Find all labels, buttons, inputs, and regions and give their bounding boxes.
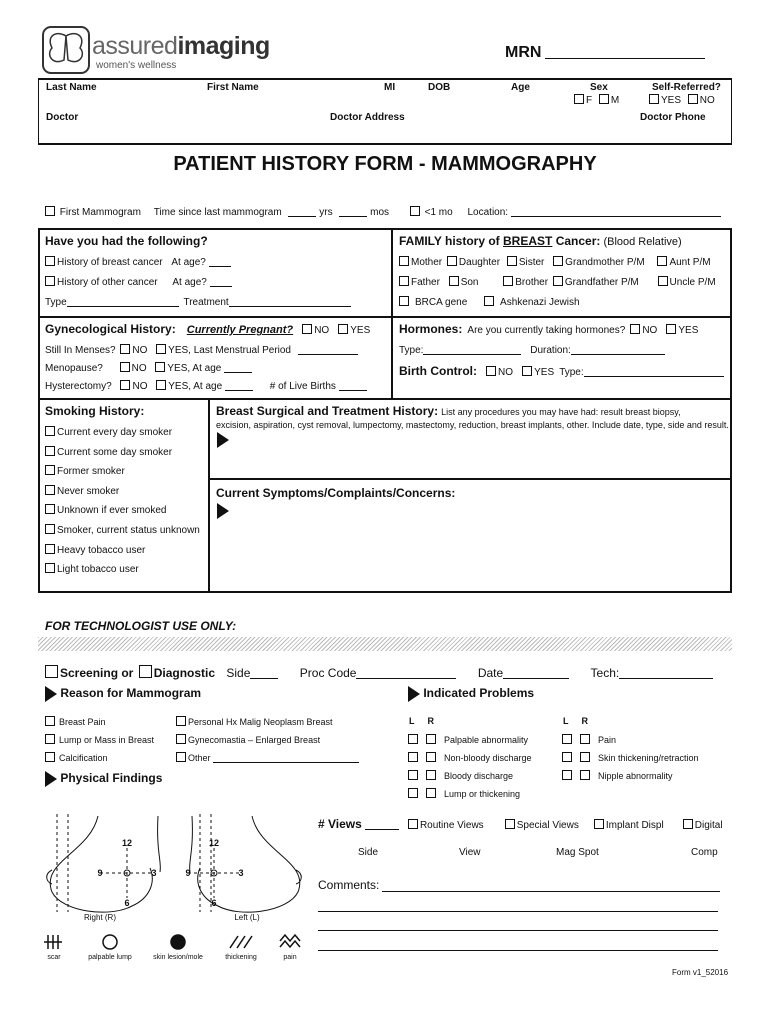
special-views-label: Special Views <box>516 820 579 831</box>
hysterectomy-no-label: NO <box>132 381 148 392</box>
symptoms-arrow-icon <box>217 503 229 519</box>
family-mother-label: Mother <box>411 257 443 268</box>
implant-displ-label: Implant Displ <box>605 820 664 831</box>
personal-hx-checkbox[interactable] <box>176 716 186 726</box>
years-field[interactable] <box>288 206 316 217</box>
yrs-label: yrs <box>319 207 333 218</box>
family-aunt-label: Aunt P/M <box>669 257 711 268</box>
smoking-label: Never smoker <box>57 485 120 497</box>
date-field[interactable] <box>503 668 569 679</box>
problem-item <box>408 752 532 770</box>
first-mammogram-label: First Mammogram <box>59 207 141 218</box>
brca-gene-label: BRCA gene <box>415 297 468 308</box>
family-daughter-label: Daughter <box>458 257 501 268</box>
problem-item <box>562 752 699 770</box>
legend-pain: pain <box>283 954 297 961</box>
diagnostic-checkbox[interactable] <box>139 665 152 678</box>
problem-item <box>562 770 699 788</box>
self-yes-checkbox[interactable] <box>649 94 659 104</box>
breast-cancer-checkbox[interactable] <box>45 256 55 266</box>
logo-name-light: assured <box>92 32 178 60</box>
hormone-duration-label: Duration: <box>530 345 571 356</box>
view-view-label: View <box>459 847 481 858</box>
self-yes-label: YES <box>661 95 682 106</box>
diagnostic-label: Diagnostic <box>153 666 216 680</box>
tech-title: FOR TECHNOLOGIST USE ONLY: <box>45 619 237 633</box>
breast-diagram <box>40 812 310 924</box>
legend-scar: scar <box>47 954 61 961</box>
smoking-label: Heavy tobacco user <box>57 544 146 556</box>
family-son-label: Son <box>460 277 479 288</box>
ashkenazi-checkbox[interactable] <box>484 296 494 306</box>
problem-left-checkbox[interactable] <box>562 770 572 780</box>
reason-item <box>45 734 154 752</box>
problem-left-checkbox[interactable] <box>408 788 418 798</box>
problem-right-checkbox[interactable] <box>580 770 590 780</box>
family-father-label: Father <box>411 277 440 288</box>
clock-6-right: 6 <box>124 898 130 908</box>
views-count-field[interactable] <box>365 819 399 830</box>
smoking-item <box>45 563 200 583</box>
legend-lesion: skin lesion/mole <box>153 954 203 961</box>
family-grandmother-checkbox[interactable] <box>553 256 563 266</box>
months-field[interactable] <box>339 206 367 217</box>
sex-m-checkbox[interactable] <box>599 94 609 104</box>
tech-field[interactable] <box>619 668 713 679</box>
hormones-title: Hormones: <box>399 322 463 336</box>
screening-checkbox[interactable] <box>45 665 58 678</box>
sex-f-checkbox[interactable] <box>574 94 584 104</box>
reason-label: Lump or Mass in Breast <box>59 735 155 745</box>
dob-label: DOB <box>428 82 451 93</box>
family-grandmother-label: Grandmother P/M <box>565 257 645 268</box>
time-since-label: Time since last mammogram <box>153 207 282 218</box>
family-aunt-checkbox[interactable] <box>657 256 667 266</box>
at-age-label-1: At age? <box>171 257 206 268</box>
clock-3-right: 3 <box>151 868 157 878</box>
problem-right-checkbox[interactable] <box>426 752 436 762</box>
location-label: Location: <box>467 207 509 218</box>
physical-title: Physical Findings <box>60 771 163 786</box>
palpable-lump-icon <box>103 935 117 949</box>
family-sister-label: Sister <box>518 257 545 268</box>
problem-item <box>408 770 532 788</box>
menses-label: Still In Menses? <box>45 345 116 356</box>
proc-code-field[interactable] <box>356 668 456 679</box>
problem-label: Nipple abnormality <box>598 771 673 781</box>
less-than-1mo-label: <1 mo <box>424 207 453 218</box>
hormones-yes-checkbox[interactable] <box>666 324 676 334</box>
ashkenazi-label: Ashkenazi Jewish <box>500 297 580 308</box>
smoking-label: Current every day smoker <box>57 427 173 438</box>
problem-right-checkbox[interactable] <box>580 734 590 744</box>
digital-label: Digital <box>694 820 723 831</box>
personal-hx-label: Personal Hx Malig Neoplasm Breast <box>188 717 333 727</box>
symptoms-field[interactable] <box>232 503 722 583</box>
reason-checkbox[interactable] <box>45 752 55 762</box>
hysterectomy-yes-label: YES, At age <box>168 381 223 392</box>
family-son-checkbox[interactable] <box>449 276 459 286</box>
reason-item <box>45 716 154 734</box>
live-births-field[interactable] <box>339 380 367 391</box>
menopause-yes-label: YES, At age <box>167 363 222 374</box>
sex-m-label: M <box>610 95 620 106</box>
less-than-1mo-checkbox[interactable] <box>410 206 420 216</box>
family-grandfather-checkbox[interactable] <box>553 276 563 286</box>
smoking-item <box>45 485 200 505</box>
left-breast-label: Left (L) <box>234 913 260 922</box>
reason-title: Reason for Mammogram <box>60 686 202 701</box>
smoking-list <box>45 426 200 583</box>
hormones-yes-label: YES <box>678 325 699 336</box>
hysterectomy-no-checkbox[interactable] <box>120 380 130 390</box>
digital-checkbox[interactable] <box>683 819 693 829</box>
self-referred-label: Self-Referred? <box>652 82 721 93</box>
screening-label: Screening or <box>60 666 134 680</box>
doctor-phone-label: Doctor Phone <box>640 112 706 123</box>
age-label: Age <box>511 82 530 93</box>
logo-tagline: women's wellness <box>96 60 177 71</box>
brca-gene-checkbox[interactable] <box>399 296 409 306</box>
clock-3-left: 3 <box>238 868 244 878</box>
first-mammogram-checkbox[interactable] <box>45 206 55 216</box>
treatment-field[interactable] <box>229 296 351 307</box>
problem-left-checkbox[interactable] <box>562 734 572 744</box>
hysterectomy-yes-checkbox[interactable] <box>156 380 166 390</box>
problem-item <box>562 734 699 752</box>
problem-item <box>408 734 532 752</box>
menses-no-label: NO <box>132 345 148 356</box>
hysterectomy-label: Hysterectomy? <box>45 381 112 392</box>
problem-right-checkbox[interactable] <box>426 788 436 798</box>
family-grandfather-label: Grandfather P/M <box>564 277 639 288</box>
page-title: PATIENT HISTORY FORM - MAMMOGRAPHY <box>173 153 597 175</box>
clock-6-left: 6 <box>211 898 217 908</box>
family-sister-checkbox[interactable] <box>507 256 517 266</box>
menopause-no-label: NO <box>131 363 147 374</box>
hysterectomy-age-field[interactable] <box>225 380 253 391</box>
side-field[interactable] <box>250 668 278 679</box>
smoking-checkbox[interactable] <box>45 504 55 514</box>
scar-icon <box>44 935 62 949</box>
smoking-item <box>45 544 200 564</box>
views-label: # Views <box>318 817 362 831</box>
smoking-label: Smoker, current status unknown <box>57 524 200 536</box>
symptoms-title: Current Symptoms/Complaints/Concerns: <box>216 486 456 500</box>
pregnant-yes-checkbox[interactable] <box>338 324 348 334</box>
comments-label: Comments: <box>318 878 380 892</box>
family-brother-checkbox[interactable] <box>503 276 513 286</box>
breast-cancer-age-field[interactable] <box>209 256 231 267</box>
pregnant-label: Currently Pregnant? <box>186 324 294 336</box>
reason-label: Calcification <box>59 753 108 763</box>
logo-name-bold: imaging <box>177 32 270 60</box>
problem-label: Skin thickening/retraction <box>598 753 699 763</box>
gyn-title: Gynecological History: <box>45 322 176 336</box>
special-views-checkbox[interactable] <box>505 819 515 829</box>
hatched-bar <box>38 637 732 651</box>
smoking-label: Current some day smoker <box>57 446 173 458</box>
other-reason-field[interactable] <box>213 752 359 763</box>
family-mother-checkbox[interactable] <box>399 256 409 266</box>
problem-label: Palpable abnormality <box>444 735 529 745</box>
reason-label: Breast Pain <box>59 717 106 727</box>
type-field[interactable] <box>67 296 179 307</box>
reasons-left-list <box>45 716 154 770</box>
family-brother-label: Brother <box>515 277 549 288</box>
gynecomastia-label: Gynecomastia – Enlarged Breast <box>188 735 321 745</box>
hormones-no-label: NO <box>642 325 658 336</box>
problem-right-checkbox[interactable] <box>580 752 590 762</box>
menopause-yes-checkbox[interactable] <box>155 362 165 372</box>
location-field[interactable] <box>511 206 721 217</box>
menses-no-checkbox[interactable] <box>120 344 130 354</box>
problems-a-list <box>408 734 532 806</box>
right-breast-label: Right (R) <box>83 913 117 922</box>
smoking-checkbox[interactable] <box>45 426 55 436</box>
form-version: Form v1_52016 <box>672 968 729 977</box>
tech-label: Tech: <box>590 666 620 680</box>
smoking-checkbox[interactable] <box>45 465 55 475</box>
skin-lesion-icon <box>171 935 185 949</box>
problem-label: Non-bloody discharge <box>444 753 532 763</box>
physical-arrow-icon <box>45 771 57 787</box>
last-name-label: Last Name <box>46 82 97 93</box>
comments-line-3[interactable] <box>318 930 718 931</box>
reason-checkbox[interactable] <box>45 734 55 744</box>
smoking-item <box>45 465 200 485</box>
problem-label: Lump or thickening <box>444 789 521 799</box>
smoking-checkbox[interactable] <box>45 524 55 534</box>
hormones-question: Are you currently taking hormones? <box>467 325 626 336</box>
menopause-no-checkbox[interactable] <box>120 362 130 372</box>
surgical-history-field[interactable] <box>232 432 722 472</box>
birth-control-type-label: Type: <box>559 367 584 378</box>
lr-header-b: L R <box>563 716 588 726</box>
surgical-arrow-icon <box>217 432 229 448</box>
legend-thickening: thickening <box>225 954 257 961</box>
problems-b-list <box>562 734 699 788</box>
reason-checkbox[interactable] <box>45 716 55 726</box>
pregnant-no-label: NO <box>314 325 330 336</box>
doctor-address-label: Doctor Address <box>330 112 405 123</box>
smoking-checkbox[interactable] <box>45 544 55 554</box>
smoking-checkbox[interactable] <box>45 485 55 495</box>
problem-item <box>408 788 532 806</box>
indicated-title: Indicated Problems <box>423 686 535 701</box>
routine-views-checkbox[interactable] <box>408 819 418 829</box>
implant-displ-checkbox[interactable] <box>594 819 604 829</box>
have-had-title: Have you had the following? <box>45 234 208 248</box>
legend-lump: palpable lump <box>88 954 132 961</box>
family-uncle-checkbox[interactable] <box>658 276 668 286</box>
birth-control-yes-checkbox[interactable] <box>522 366 532 376</box>
mos-label: mos <box>370 207 390 218</box>
date-label: Date <box>477 666 504 680</box>
smoking-label: Light tobacco user <box>57 564 139 576</box>
mi-label: MI <box>384 82 396 93</box>
indicated-arrow-icon <box>408 686 420 702</box>
menopause-label: Menopause? <box>45 363 103 374</box>
other-cancer-label: History of other cancer <box>57 277 158 288</box>
birth-control-no-checkbox[interactable] <box>486 366 496 376</box>
family-uncle-label: Uncle P/M <box>669 277 716 288</box>
self-no-label: NO <box>699 95 715 106</box>
menopause-age-field[interactable] <box>224 362 252 373</box>
sex-label: Sex <box>590 82 608 93</box>
clock-12-right: 12 <box>121 838 133 848</box>
routine-views-label: Routine Views <box>419 820 484 831</box>
smoking-label: Unknown if ever smoked <box>57 505 167 517</box>
family-title: FAMILY history of BREAST Cancer: (Blood Relative) <box>399 234 682 248</box>
other-cancer-checkbox[interactable] <box>45 276 55 286</box>
clock-12-left: 12 <box>208 838 220 848</box>
sex-f-label: F <box>586 95 593 106</box>
view-comp-label: Comp <box>691 847 718 858</box>
butterfly-logo-icon <box>42 26 90 74</box>
legend-symbols <box>40 932 320 962</box>
surgical-title: Breast Surgical and Treatment History: <box>216 404 439 418</box>
birth-control-yes-label: YES <box>534 367 555 378</box>
smoking-item <box>45 446 200 466</box>
menses-yes-label: YES, Last Menstrual Period <box>168 345 291 356</box>
smoking-checkbox[interactable] <box>45 446 55 456</box>
comments-line-4[interactable] <box>318 950 718 951</box>
smoking-checkbox[interactable] <box>45 563 55 573</box>
type-label: Type <box>45 297 67 308</box>
problem-left-checkbox[interactable] <box>408 734 418 744</box>
other-reason-checkbox[interactable] <box>176 752 186 762</box>
live-births-label: # of Live Births <box>269 381 336 392</box>
smoking-title: Smoking History: <box>45 404 145 418</box>
at-age-label-2: At age? <box>172 277 207 288</box>
comments-line-2[interactable] <box>318 911 718 912</box>
reason-item <box>45 752 154 770</box>
pain-icon <box>280 935 300 947</box>
problem-label: Pain <box>598 735 617 745</box>
clock-9-right: 9 <box>97 868 103 878</box>
breast-cancer-label: History of breast cancer <box>57 257 163 268</box>
doctor-label: Doctor <box>46 112 79 123</box>
first-name-label: First Name <box>207 82 259 93</box>
problem-left-checkbox[interactable] <box>408 770 418 780</box>
hormone-type-field[interactable] <box>423 344 521 355</box>
side-label: Side <box>226 666 251 680</box>
problem-left-checkbox[interactable] <box>562 752 572 762</box>
birth-control-title: Birth Control: <box>399 364 477 378</box>
reason-arrow-icon <box>45 686 57 702</box>
other-cancer-age-field[interactable] <box>210 276 232 287</box>
proc-code-label: Proc Code <box>299 666 357 680</box>
birth-control-no-label: NO <box>498 367 514 378</box>
view-side-label: Side <box>358 847 379 858</box>
hormones-no-checkbox[interactable] <box>630 324 640 334</box>
mrn-label: MRN <box>505 44 542 61</box>
problem-left-checkbox[interactable] <box>408 752 418 762</box>
family-daughter-checkbox[interactable] <box>447 256 457 266</box>
mrn-field[interactable] <box>545 48 705 59</box>
menses-yes-checkbox[interactable] <box>156 344 166 354</box>
hormone-duration-field[interactable] <box>571 344 665 355</box>
smoking-item <box>45 524 200 544</box>
pregnant-no-checkbox[interactable] <box>302 324 312 334</box>
surgical-desc-2: excision, aspiration, cyst removal, lumpectomy, mastectomy, reduction, breast implants, other. Include date, type, side and result. <box>216 420 729 430</box>
lmp-field[interactable] <box>298 344 358 355</box>
self-no-checkbox[interactable] <box>688 94 698 104</box>
thickening-icon <box>230 936 252 948</box>
view-mag-spot-label: Mag Spot <box>556 847 599 858</box>
birth-control-type-field[interactable] <box>584 366 724 377</box>
smoking-label: Former smoker <box>57 466 125 478</box>
treatment-label: Treatment <box>183 297 229 308</box>
other-reason-label: Other <box>188 753 211 763</box>
family-father-checkbox[interactable] <box>399 276 409 286</box>
gynecomastia-checkbox[interactable] <box>176 734 186 744</box>
pregnant-yes-label: YES <box>350 325 371 336</box>
lr-header-a: L R <box>409 716 434 726</box>
problem-right-checkbox[interactable] <box>426 770 436 780</box>
problem-right-checkbox[interactable] <box>426 734 436 744</box>
logo <box>42 26 272 76</box>
problem-label: Bloody discharge <box>444 771 514 781</box>
hormone-type-label: Type: <box>399 345 424 356</box>
comments-line-1[interactable] <box>382 891 720 892</box>
clock-9-left: 9 <box>185 868 191 878</box>
surgical-desc-1: List any procedures you may have had: result breast biopsy, <box>441 407 681 417</box>
smoking-item <box>45 426 200 446</box>
smoking-item <box>45 504 200 524</box>
